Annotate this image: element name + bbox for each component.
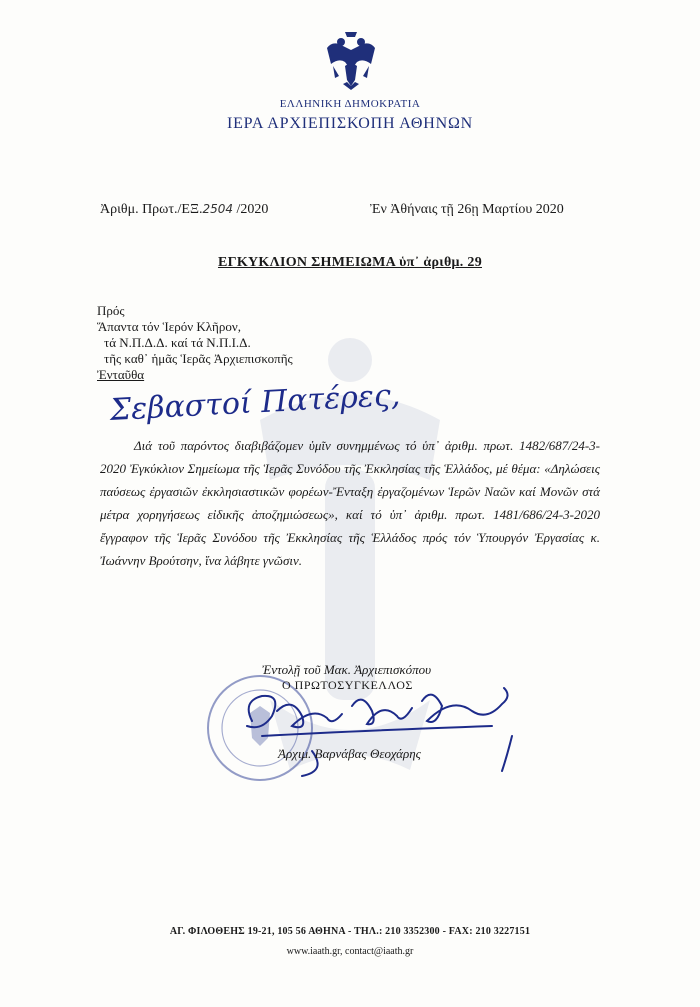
header-line-2: ΙΕΡΑ ΑΡΧΙΕΠΙΣΚΟΠΗ ΑΘΗΝΩΝ (226, 115, 474, 132)
recipient-line: τά Ν.Π.Δ.Δ. καί τά Ν.Π.Ι.Δ. (104, 335, 251, 350)
document-date: Ἐν Ἀθήναις τῇ 26ῃ Μαρτίου 2020 (370, 202, 564, 217)
reference-number (100, 202, 268, 218)
body-paragraph: Διά τοῦ παρόντος διαβιβάζομεν ὑμῖν συνημμένως τό ὑπ᾽ ἀριθμ. πρωτ. 1482/687/24-3-2020 Ἐγκύκλιον Σημείωμα τῆς Ἱερᾶς Συνόδου τῆς Ἐκκλησίας τῆς Ἑλλάδος, μέ θέμα: «Δηλώσεις παύσεως ἐργασιῶν ἐκκλησιαστικῶν φορέων-Ἔνταξη ἐργαζομένων Ἱερῶν Ναῶν καί Μονῶν στά μέτρα χορηγήσεως εἰδικῆς ἀποζημιώσεως», καί τό ὑπ᾽ ἀριθμ. πρωτ. 1481/686/24-3-2020 ἔγγραφον τῆς Ἱερᾶς Συνόδου τῆς Ἐκκλησίας τῆς Ἑλλάδος πρός τόν Ὑπουργόν Ἐργασίας κ. Ἰωάννην Βρούτσην, ἵνα λάβητε γνῶσιν. (100, 438, 600, 568)
reference-suffix: /2020 (236, 202, 269, 217)
recipient-line: Πρός (97, 303, 125, 318)
signature-authority: Ἐντολῇ τοῦ Μακ. Ἀρχιεπισκόπου (262, 662, 432, 677)
recipient-line: τῆς καθ᾽ ἡμᾶς Ἱερᾶς Ἀρχιεπισκοπῆς (104, 351, 293, 366)
letter-body (100, 434, 600, 572)
header-line-1: ΕΛΛΗΝΙΚΗ ΔΗΜΟΚΡΑΤΙΑ (279, 98, 421, 110)
recipient-line: Ἐνταῦθα (97, 367, 145, 382)
footer-address: ΑΓ. ΦΙΛΟΘΕΗΣ 19-21, 105 56 ΑΘΗΝΑ - ΤΗΛ.: 210 3352300 - FAX: 210 3227151 (169, 926, 531, 937)
signature-title: Ο ΠΡΩΤΟΣΥΓΚΕΛΛΟΣ (282, 678, 413, 692)
double-headed-eagle-emblem (323, 28, 379, 92)
reference-prefix: Ἀριθμ. Πρωτ./ΕΞ. (100, 202, 203, 217)
footer-web: www.iaath.gr, contact@iaath.gr (286, 946, 414, 957)
signatory-name: Ἀρχιμ. Βαρνάβας Θεοχάρης (278, 746, 421, 761)
handwritten-salutation: Σεβαστοί Πατέρες, (109, 377, 402, 428)
document-title: ΕΓΚΥΚΛΙΟΝ ΣΗΜΕΙΩΜΑ ὑπ᾽ ἀριθμ. 29 (217, 255, 482, 270)
handwritten-reference-number: 2504 (202, 202, 234, 216)
handwritten-signature (232, 676, 532, 786)
recipient-line: Ἅπαντα τόν Ἱερόν Κλῆρον, (97, 319, 241, 334)
